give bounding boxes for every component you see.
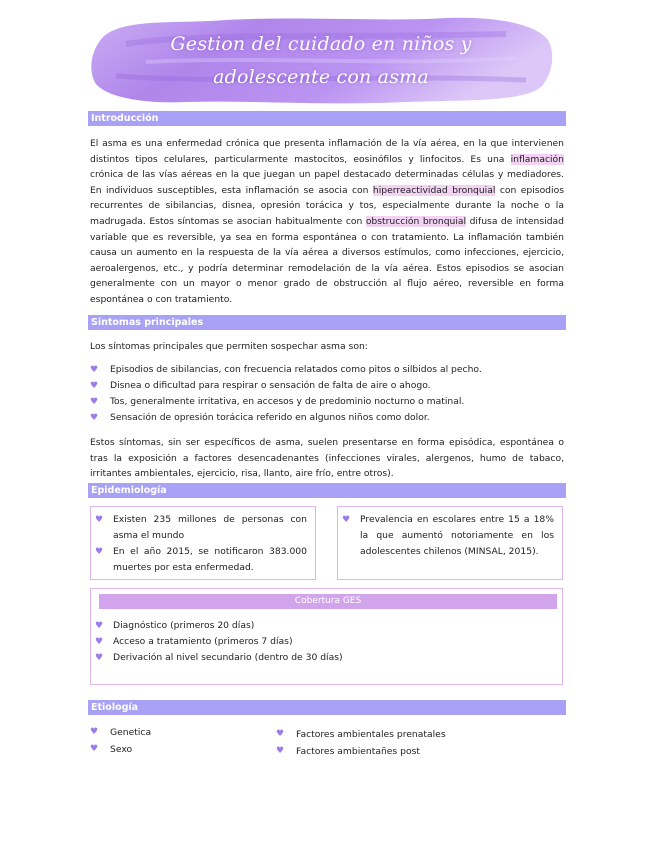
list-item-text: Sexo (110, 744, 133, 755)
epidemiologia-box-left (90, 506, 316, 580)
highlighted-term: inflamación (510, 153, 564, 165)
list-item-text: Existen 235 millones de personas con asma el mundo (113, 514, 307, 541)
list-item-text: Acceso a tratamiento (primeros 7 días) (113, 636, 293, 647)
heart-icon: ♥ (276, 746, 285, 756)
list-item-text: En el año 2015, se notificaron 383.000 muertes por esta enfermedad. (113, 546, 307, 573)
paragraph-text: crónica de las vías aéreas en la que juegan un papel destacado determinadas células y mediadores. En individuos susceptibles, esta inflamación se asocia con (90, 169, 564, 196)
sintomas-closing: Estos síntomas, sin ser específicos de asma, suelen presentarse en forma episódica, espontánea o tras la exposición a factores desencadenantes (infecciones virales, alergenos, humo de tabaco, irritantes ambientales, ejercicio, risa, llanto, aire frío, entre otros). (90, 437, 564, 480)
page-title-line-1: Gestion del cuidado en niños y (170, 33, 472, 55)
list-item (90, 410, 560, 426)
list-item (276, 743, 546, 760)
list-item-text: Sensación de opresión torácica referido en algunos niños como dolor. (110, 412, 430, 423)
heart-icon: ♥ (90, 397, 99, 407)
list-item (91, 650, 551, 666)
heart-icon: ♥ (95, 637, 104, 647)
heart-icon: ♥ (90, 744, 99, 754)
highlighted-term: hiperreactividad bronquial (372, 184, 496, 196)
section-header-introduccion: Introducción (88, 111, 566, 126)
sintomas-intro: Los síntomas principales que permiten sospechar asma son: (90, 341, 368, 352)
heart-icon: ♥ (95, 653, 104, 663)
etiologia-list-right (276, 726, 546, 760)
list-item-text: Diagnóstico (primeros 20 días) (113, 620, 255, 631)
list-item (91, 634, 551, 650)
heart-icon: ♥ (95, 621, 104, 631)
list-item (338, 512, 554, 560)
paragraph-text: difusa de intensidad variable que es reversible, ya sea en forma espontánea o con tratamiento. La inflamación también causa un aumento en la respuesta de la vía aérea a diversos estímulos, como infecciones, ejercicio, aeroalergenos, etc., y podría determinar remodelación de la vía aérea. Estos episodios se asocian generalmente con un mayor o menor grado de obstrucción al flujo aéreo, reversible en forma espontánea o con tratamiento. (90, 215, 564, 305)
section-header-epidemiologia: Epidemiología (88, 483, 566, 498)
list-item (91, 618, 551, 634)
list-item-text: Prevalencia en escolares entre 15 a 18% la que aumentó notoriamente en los adolescentes chilenos (MINSAL, 2015). (360, 514, 554, 557)
sintomas-list (90, 362, 560, 426)
list-item (90, 378, 560, 394)
list-item-text: Genetica (110, 727, 152, 738)
paragraph-text: con episodios recurrentes de sibilancias, disnea, opresión torácica y tos, especialmente durante la noche o la madrugada. Estos síntomas se asocian habitualmente con (90, 184, 564, 227)
introduccion-paragraph (90, 136, 564, 308)
list-item (90, 394, 560, 410)
heart-icon: ♥ (90, 381, 99, 391)
section-header-sintomas: Sintomas principales (88, 315, 566, 330)
list-item (91, 512, 307, 544)
list-item (90, 741, 270, 758)
etiologia-list-left (90, 724, 270, 758)
list-item-text: Factores ambientañes post (296, 746, 420, 757)
cobertura-ges-box (90, 588, 563, 685)
page-title (86, 28, 556, 94)
list-item-text: Factores ambientales prenatales (296, 729, 446, 740)
list-item (276, 726, 546, 743)
heart-icon: ♥ (90, 413, 99, 423)
list-item-text: Derivación al nivel secundario (dentro de 30 días) (113, 652, 343, 663)
paragraph-text: El asma es una enfermedad crónica que presenta inflamación de la vía aérea, en la que intervienen distintos tipos celulares, particularmente mastocitos, eosinófilos y linfocitos. Es una (90, 138, 564, 165)
heart-icon: ♥ (95, 547, 104, 557)
heart-icon: ♥ (276, 729, 285, 739)
list-item (90, 724, 270, 741)
highlighted-term: obstrucción bronquial (365, 215, 467, 227)
epidemiologia-box-right (337, 506, 563, 580)
list-item-text: Disnea o dificultad para respirar o sensación de falta de aire o ahogo. (110, 380, 431, 391)
heart-icon: ♥ (95, 515, 104, 525)
heart-icon: ♥ (90, 727, 99, 737)
list-item (91, 544, 307, 576)
list-item-text: Episodios de sibilancias, con frecuencia relatados como pitos o silbidos al pecho. (110, 364, 482, 375)
heart-icon: ♥ (342, 515, 351, 525)
title-banner (86, 14, 556, 106)
list-item-text: Tos, generalmente irritativa, en accesos y de predominio nocturno o matinal. (110, 396, 465, 407)
heart-icon: ♥ (90, 365, 99, 375)
list-item (90, 362, 560, 378)
cobertura-ges-header: Cobertura GES (99, 594, 557, 609)
page-title-line-2: adolescente con asma (213, 66, 429, 88)
section-header-etiologia: Etiología (88, 700, 566, 715)
